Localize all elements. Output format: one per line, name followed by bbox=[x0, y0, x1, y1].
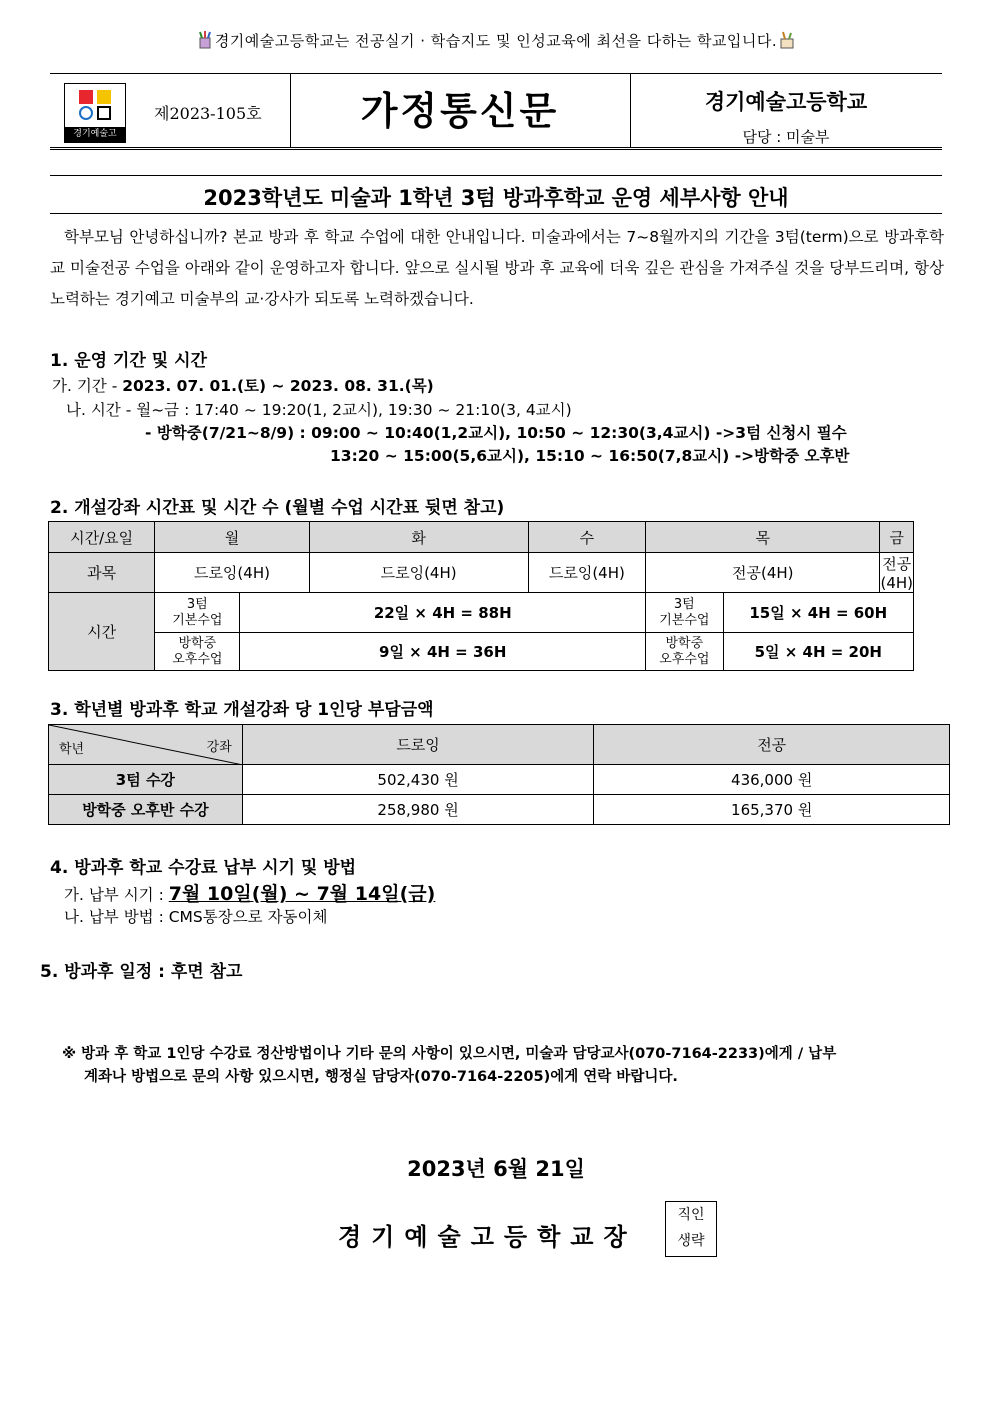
afternoon-label-line1: 방학중 bbox=[178, 635, 217, 651]
fee-cell: 165,370 원 bbox=[594, 795, 950, 825]
school-name: 경기예술고등학교 bbox=[704, 90, 868, 114]
corner-course-label: 강좌 bbox=[206, 740, 232, 755]
logo-yellow-square bbox=[97, 90, 111, 104]
major-basic-hours: 15일 × 4H = 60H bbox=[723, 593, 913, 633]
motto-text: 경기예술고등학교는 전공실기 · 학습지도 및 인성교육에 최선을 다하는 학교입니다. bbox=[214, 32, 778, 50]
corner-grade-label: 학년 bbox=[59, 742, 85, 757]
header-wed: 수 bbox=[528, 522, 646, 553]
school-motto bbox=[0, 30, 992, 51]
section4-heading: 4. 방과후 학교 수강료 납부 시기 및 방법 bbox=[50, 858, 357, 878]
note-line-1: ※ 방과 후 학교 1인당 수강료 정산방법이나 기타 문의 사항이 있으시면, 미술과 담당교사(070-7164-2233)에게 / 납부 bbox=[62, 1046, 837, 1062]
subject-fri: 전공(4H) bbox=[880, 553, 914, 593]
afternoon-label-line2: 오후수업 bbox=[659, 651, 710, 667]
masthead-double-rule bbox=[50, 149, 942, 150]
subject-label: 과목 bbox=[49, 553, 155, 593]
drawing-afternoon-hours: 9일 × 4H = 36H bbox=[240, 633, 646, 671]
period-label: 가. 기간 - bbox=[52, 377, 123, 395]
fee-row-label: 방학중 오후반 수강 bbox=[49, 795, 243, 825]
logo-text: 경기예술고 bbox=[65, 127, 125, 142]
department: 담당 : 미술부 bbox=[742, 128, 830, 146]
fee-cell: 502,430 원 bbox=[242, 765, 594, 795]
time-line-3: 13:20 ~ 15:00(5,6교시), 15:10 ~ 16:50(7,8교시) ->방학중 오후반 bbox=[330, 447, 850, 465]
fee-cell: 436,000 원 bbox=[594, 765, 950, 795]
issue-number: 제2023-105호 bbox=[154, 104, 262, 123]
paint-icon bbox=[777, 31, 797, 49]
header-mon: 월 bbox=[155, 522, 309, 553]
time-label: 시간 bbox=[49, 593, 155, 671]
afternoon-label-drawing bbox=[155, 633, 240, 671]
afternoon-label-major bbox=[646, 633, 723, 671]
basic-label-line2: 기본수업 bbox=[659, 612, 710, 628]
fee-col-major: 전공 bbox=[594, 725, 950, 765]
subject-mon: 드로잉(4H) bbox=[155, 553, 309, 593]
payment-when-value: 7월 10일(월) ~ 7월 14일(금) bbox=[168, 883, 436, 905]
subject-thu: 전공(4H) bbox=[646, 553, 880, 593]
logo-cell bbox=[50, 74, 291, 147]
school-cell bbox=[630, 74, 942, 147]
basic-label-line1: 3텀 bbox=[673, 596, 695, 612]
section1-heading: 1. 운영 기간 및 시간 bbox=[50, 351, 207, 371]
pencil-cup-icon bbox=[195, 31, 215, 49]
section2-heading: 2. 개설강좌 시간표 및 시간 수 (월별 수업 시간표 뒷면 참고) bbox=[50, 498, 505, 518]
time-line-1: 나. 시간 - 월~금 : 17:40 ~ 19:20(1, 2교시), 19:30 ~ 21:10(3, 4교시) bbox=[66, 401, 572, 419]
intro-text: 학부모님 안녕하십니까? 본교 방과 후 학교 수업에 대한 안내입니다. 미술과에서는 7~8월까지의 기간을 3텀(term)으로 방과후학교 미술전공 수업을 아래와 같이 운영하고자 합니다. 앞으로 실시될 방과 후 교육에 더욱 깊은 관심을 가져주실 것을 당부드리며, 항상 노력하는 경기예고 미술부의 교·강사가 되도록 노력하겠습니다. bbox=[50, 228, 944, 308]
header-tue: 화 bbox=[309, 522, 528, 553]
title-rule-bottom bbox=[50, 213, 942, 214]
fee-cell: 258,980 원 bbox=[242, 795, 594, 825]
contact-note bbox=[62, 1043, 944, 1089]
title-rule-top bbox=[50, 175, 942, 176]
fee-row-label: 3텀 수강 bbox=[49, 765, 243, 795]
fee-table bbox=[48, 724, 950, 825]
logo-red-square bbox=[79, 90, 93, 104]
afternoon-label-line2: 오후수업 bbox=[172, 651, 223, 667]
principal-signature: 경기예술고등학교장 bbox=[338, 1223, 637, 1251]
issue-date: 2023년 6월 21일 bbox=[407, 1157, 585, 1181]
period-value: 2023. 07. 01.(토) ~ 2023. 08. 31.(목) bbox=[122, 377, 434, 395]
fee-col-drawing: 드로잉 bbox=[242, 725, 594, 765]
seal-line-2: 생략 bbox=[677, 1233, 705, 1249]
header-time-day: 시간/요일 bbox=[49, 522, 155, 553]
header-thu: 목 bbox=[646, 522, 880, 553]
payment-when-label: 가. 납부 시기 : bbox=[64, 886, 169, 904]
note-line-2: 계좌나 방법으로 문의 사항 있으시면, 행정실 담당자(070-7164-2205)에게 연락 바랍니다. bbox=[84, 1069, 678, 1085]
payment-when-line bbox=[64, 879, 435, 906]
newsletter-title: 가정통신문 bbox=[360, 88, 560, 133]
document-title: 2023학년도 미술과 1학년 3텀 방과후학교 운영 세부사항 안내 bbox=[203, 186, 789, 210]
drawing-basic-hours: 22일 × 4H = 88H bbox=[240, 593, 646, 633]
basic-label-line2: 기본수업 bbox=[172, 612, 223, 628]
seal-omitted-box bbox=[665, 1201, 717, 1257]
section5-heading: 5. 방과후 일정 : 후면 참고 bbox=[40, 962, 243, 982]
major-afternoon-hours: 5일 × 4H = 20H bbox=[723, 633, 913, 671]
header-fri: 금 bbox=[880, 522, 914, 553]
period-line bbox=[52, 374, 434, 396]
payment-how-line: 나. 납부 방법 : CMS통장으로 자동이체 bbox=[64, 908, 328, 926]
intro-paragraph bbox=[50, 222, 944, 315]
schedule-table bbox=[48, 521, 914, 671]
logo-blue-circle bbox=[79, 106, 93, 120]
seal-line-1: 직인 bbox=[677, 1207, 705, 1223]
subject-wed: 드로잉(4H) bbox=[528, 553, 646, 593]
afternoon-label-line1: 방학중 bbox=[665, 635, 704, 651]
basic-label-drawing bbox=[155, 593, 240, 633]
newsletter-title-cell bbox=[290, 74, 631, 147]
basic-label-line1: 3텀 bbox=[186, 596, 208, 612]
section3-heading: 3. 학년별 방과후 학교 개설강좌 당 1인당 부담금액 bbox=[50, 700, 434, 720]
logo-black-square bbox=[97, 106, 111, 120]
basic-label-major bbox=[646, 593, 723, 633]
school-logo bbox=[64, 83, 126, 143]
fee-table-corner bbox=[49, 725, 243, 765]
masthead bbox=[50, 73, 942, 148]
subject-tue: 드로잉(4H) bbox=[309, 553, 528, 593]
time-line-2: - 방학중(7/21~8/9) : 09:00 ~ 10:40(1,2교시), 10:50 ~ 12:30(3,4교시) ->3텀 신청시 필수 bbox=[145, 424, 847, 442]
